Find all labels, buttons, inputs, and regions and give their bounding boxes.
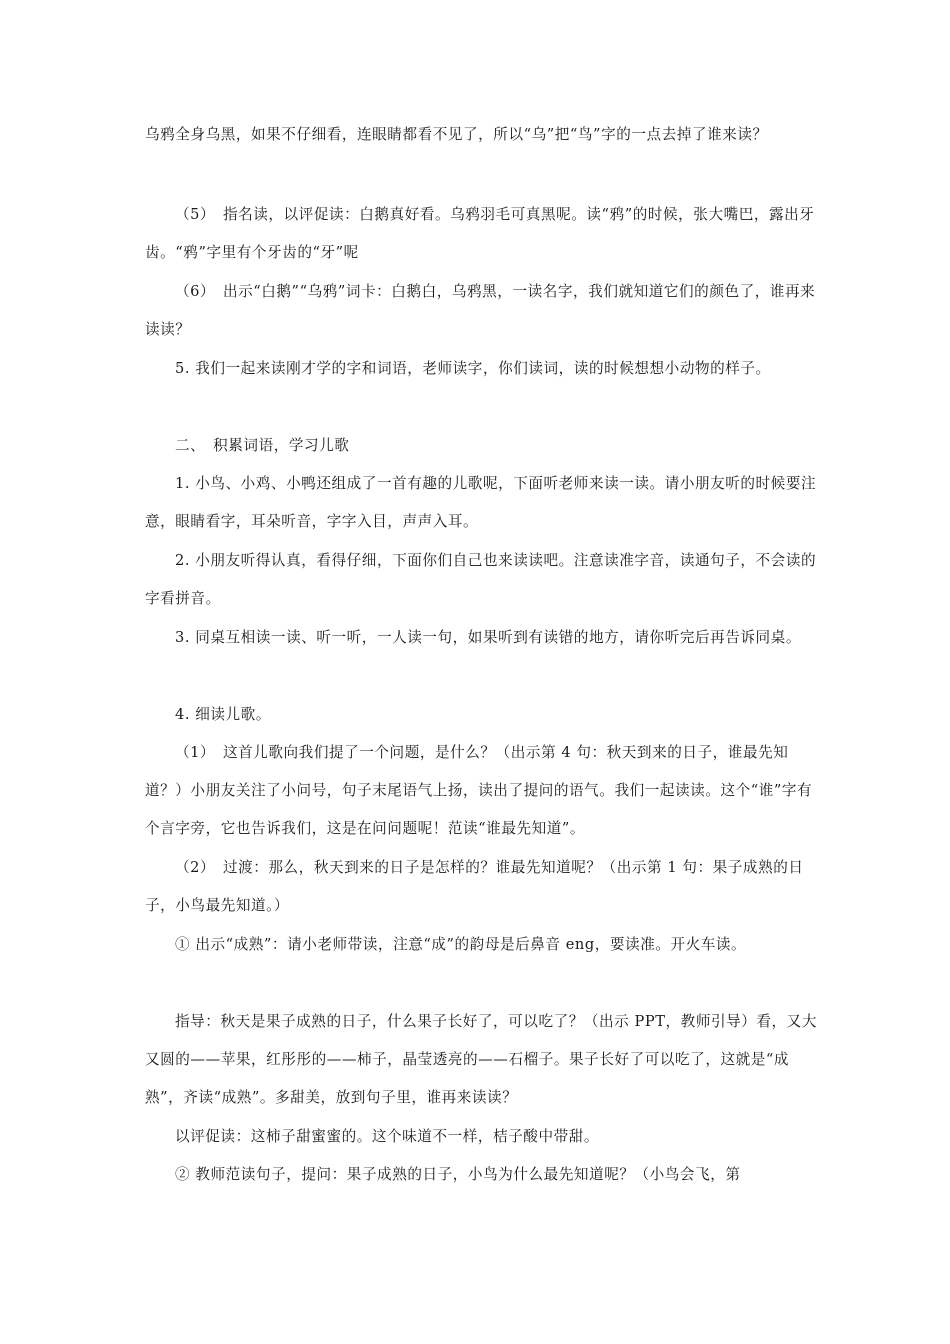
paragraph-8: 4. 细读儿歌。: [175, 706, 271, 723]
paragraph-1: 乌鸦全身乌黑，如果不仔细看，连眼睛都看不见了，所以“乌”把“鸟”字的一点去掉了谁来读？: [145, 126, 768, 143]
paragraph-6: 2. 小朋友听得认真，看得仔细，下面你们自己也来读读吧。注意读准字音，读通句子，不会读的字看拼音。: [145, 552, 817, 607]
paragraph-11: ① 出示“成熟”：请小老师带读，注意“成”的韵母是后鼻音 eng，要读准。开火车读。: [175, 936, 747, 953]
paragraph-4: 5. 我们一起来读刚才学的字和词语，老师读字，你们读词，读的时候想想小动物的样子。: [175, 360, 771, 377]
paragraph-14: ② 教师范读句子，提问：果子成熟的日子，小鸟为什么最先知道呢？（小鸟会飞，第: [175, 1166, 741, 1183]
paragraph-9: （1） 这首儿歌向我们提了一个问题，是什么？（出示第 4 句：秋天到来的日子，谁最先知道？）小朋友关注了小问号，句子末尾语气上扬，读出了提问的语气。我们一起读读。这个“谁”字有个言字旁，它也告诉我们，这是在问问题呢！范读“谁最先知道”。: [145, 744, 813, 837]
paragraph-2: （5） 指名读，以评促读：白鹅真好看。乌鸦羽毛可真黑呢。读“鸦”的时候，张大嘴巴，露出牙齿。“鸦”字里有个牙齿的“牙”呢: [145, 206, 815, 261]
paragraph-5: 1. 小鸟、小鸡、小鸭还组成了一首有趣的儿歌呢，下面听老师来读一读。请小朋友听的时候要注意，眼睛看字，耳朵听音，字字入目，声声入耳。: [145, 475, 817, 530]
section-heading: 二、 积累词语，学习儿歌: [175, 437, 350, 454]
paragraph-7: 3. 同桌互相读一读、听一听，一人读一句，如果听到有读错的地方，请你听完后再告诉同桌。: [175, 629, 801, 646]
paragraph-3: （6） 出示“白鹅”“乌鸦”词卡：白鹅白，乌鸦黑，一读名字，我们就知道它们的颜色了，谁再来读读？: [145, 283, 816, 338]
paragraph-13: 以评促读：这柿子甜蜜蜜的。这个味道不一样，桔子酸中带甜。: [175, 1128, 600, 1145]
paragraph-12: 指导：秋天是果子成熟的日子，什么果子长好了，可以吃了？（出示 PPT，教师引导）看，又大又圆的——苹果，红彤彤的——柿子，晶莹透亮的——石榴子。果子长好了可以吃了，这就是“成熟”，齐读“成熟”。多甜美，放到句子里，谁再来读读？: [145, 1013, 817, 1106]
paragraph-10: （2） 过渡：那么，秋天到来的日子是怎样的？谁最先知道呢？（出示第 1 句：果子成熟的日子，小鸟最先知道。）: [145, 859, 804, 914]
